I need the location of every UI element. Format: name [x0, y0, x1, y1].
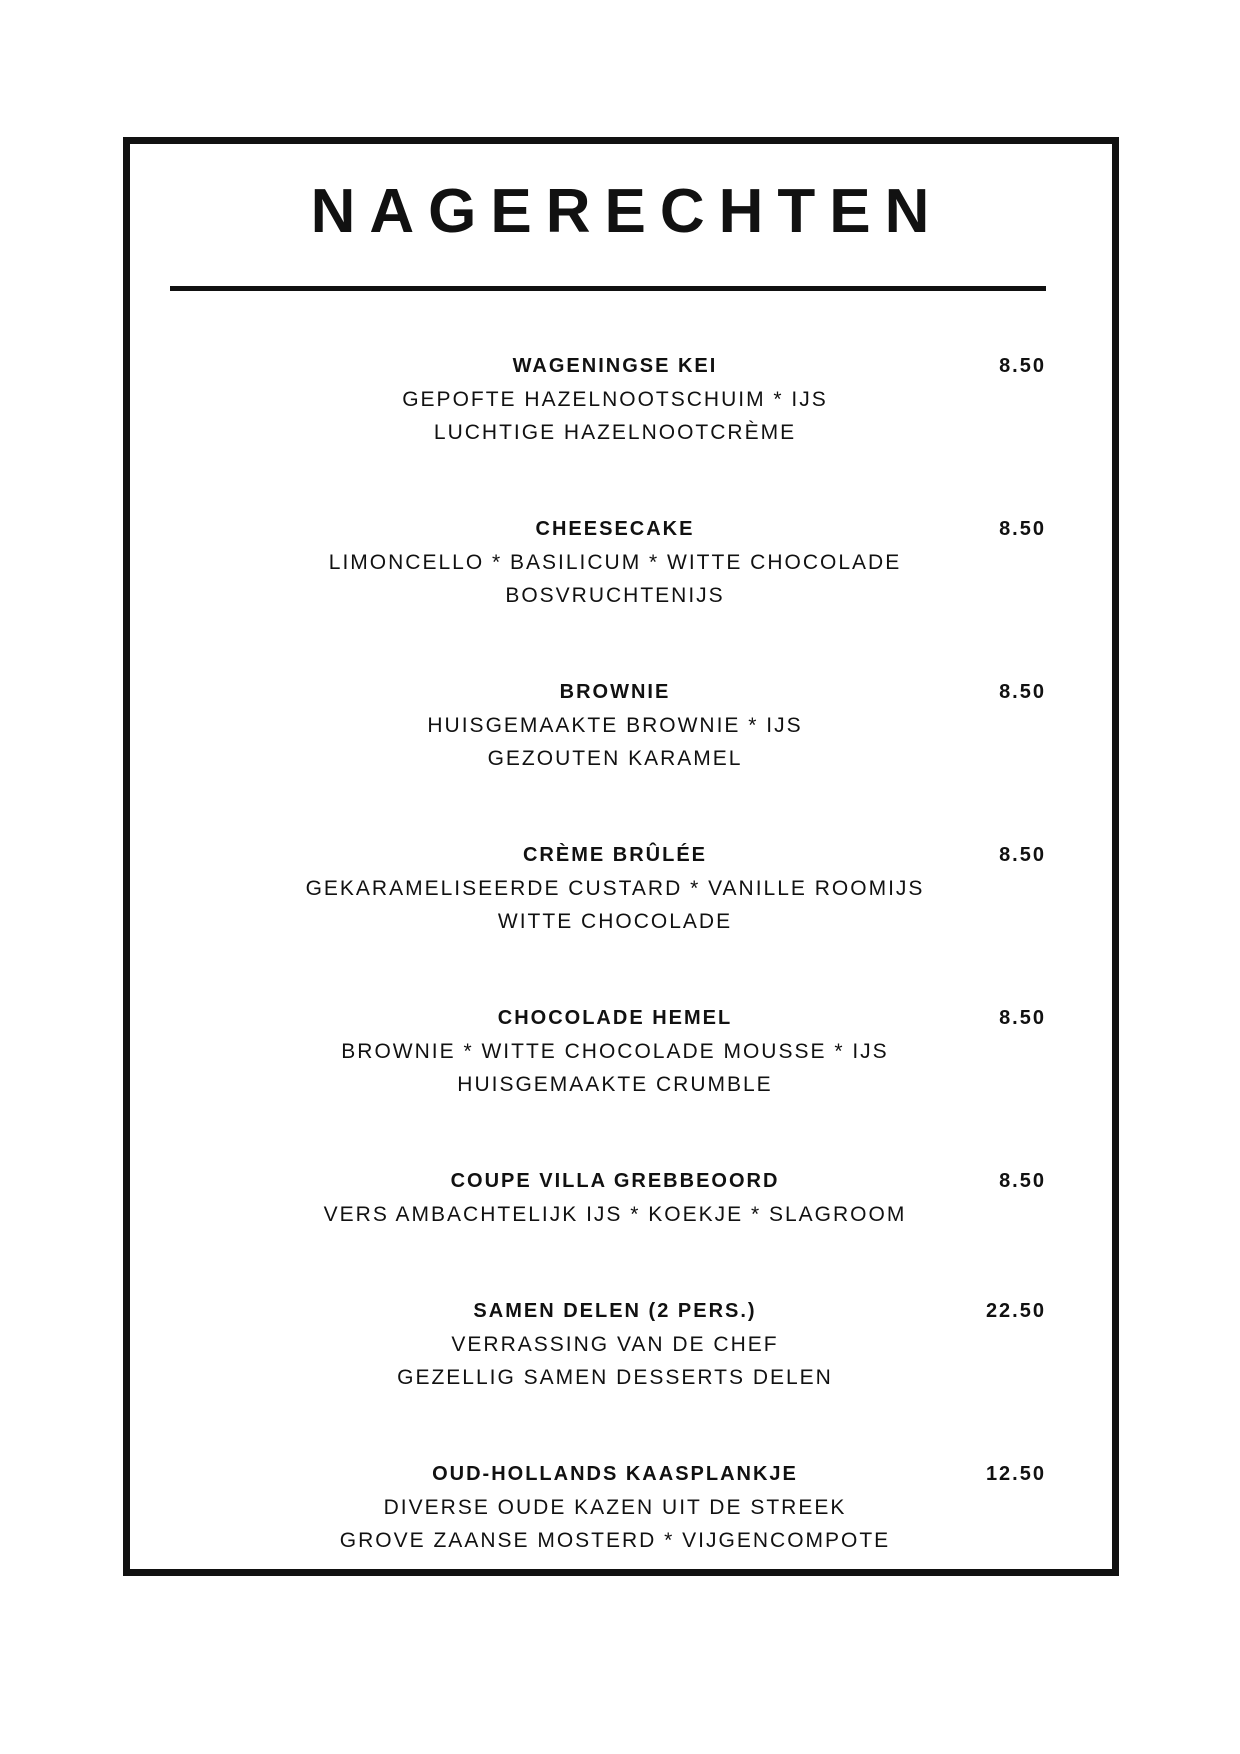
description-line: BOSVRUCHTENIJS — [505, 584, 725, 607]
menu-item-description — [170, 1198, 1060, 1231]
description-line: VERRASSING VAN DE CHEF — [451, 1333, 779, 1356]
description-line: LUCHTIGE HAZELNOOTCRÈME — [433, 421, 797, 444]
menu-item-price: 12.50 — [985, 1463, 1046, 1485]
description-line: DIVERSE OUDE KAZEN UIT DE STREEK — [383, 1496, 847, 1519]
menu-item-name: CHOCOLADE HEMEL — [497, 1007, 733, 1029]
menu-item-name: CHEESECAKE — [535, 518, 695, 540]
menu-item-description — [170, 546, 1060, 612]
menu-item-name: SAMEN DELEN (2 PERS.) — [473, 1300, 757, 1322]
menu-item-description — [170, 383, 1060, 449]
menu-title: NAGERECHTEN — [310, 177, 944, 246]
menu-item — [170, 1003, 1046, 1143]
menu-item — [170, 677, 1046, 817]
menu-item-name: OUD-HOLLANDS KAASPLANKJE — [432, 1463, 798, 1485]
menu-item — [170, 840, 1046, 980]
menu-item-price: 8.50 — [999, 844, 1046, 866]
title-divider — [170, 286, 1046, 291]
description-line: GEKARAMELISEERDE CUSTARD * VANILLE ROOMIJS — [305, 877, 925, 900]
menu-item-name: BROWNIE — [559, 681, 671, 703]
description-line: GEPOFTE HAZELNOOTSCHUIM * IJS — [402, 388, 828, 411]
description-line: HUISGEMAAKTE CRUMBLE — [457, 1073, 773, 1096]
menu-item — [170, 351, 1046, 491]
description-line: GROVE ZAANSE MOSTERD * VIJGENCOMPOTE — [339, 1529, 891, 1552]
description-line: VERS AMBACHTELIJK IJS * KOEKJE * SLAGROOM — [323, 1203, 907, 1226]
menu-item-price: 8.50 — [999, 1170, 1046, 1192]
menu-item-name: COUPE VILLA GREBBEOORD — [450, 1170, 780, 1192]
menu-item-description — [170, 872, 1060, 938]
description-line: GEZELLIG SAMEN DESSERTS DELEN — [397, 1366, 833, 1389]
description-line: WITTE CHOCOLADE — [497, 910, 733, 933]
menu-item — [170, 1459, 1046, 1599]
menu-item-description — [170, 1328, 1060, 1394]
menu-item-description — [170, 1491, 1060, 1557]
menu-item-price: 22.50 — [985, 1300, 1046, 1322]
menu-item — [170, 1296, 1046, 1436]
menu-item-price: 8.50 — [999, 355, 1046, 377]
menu-item-description — [170, 709, 1060, 775]
menu-item-price: 8.50 — [999, 518, 1046, 540]
description-line: HUISGEMAAKTE BROWNIE * IJS — [427, 714, 803, 737]
menu-item-name: CRÈME BRÛLÉE — [522, 844, 707, 866]
menu-item-description — [170, 1035, 1060, 1101]
menu-item-price: 8.50 — [999, 681, 1046, 703]
menu-item — [170, 1166, 1046, 1306]
description-line: BROWNIE * WITTE CHOCOLADE MOUSSE * IJS — [341, 1040, 889, 1063]
description-line: LIMONCELLO * BASILICUM * WITTE CHOCOLADE — [328, 551, 902, 574]
description-line: GEZOUTEN KARAMEL — [487, 747, 743, 770]
menu-item — [170, 514, 1046, 654]
menu-item-price: 8.50 — [999, 1007, 1046, 1029]
menu-item-name: WAGENINGSE KEI — [512, 355, 718, 377]
